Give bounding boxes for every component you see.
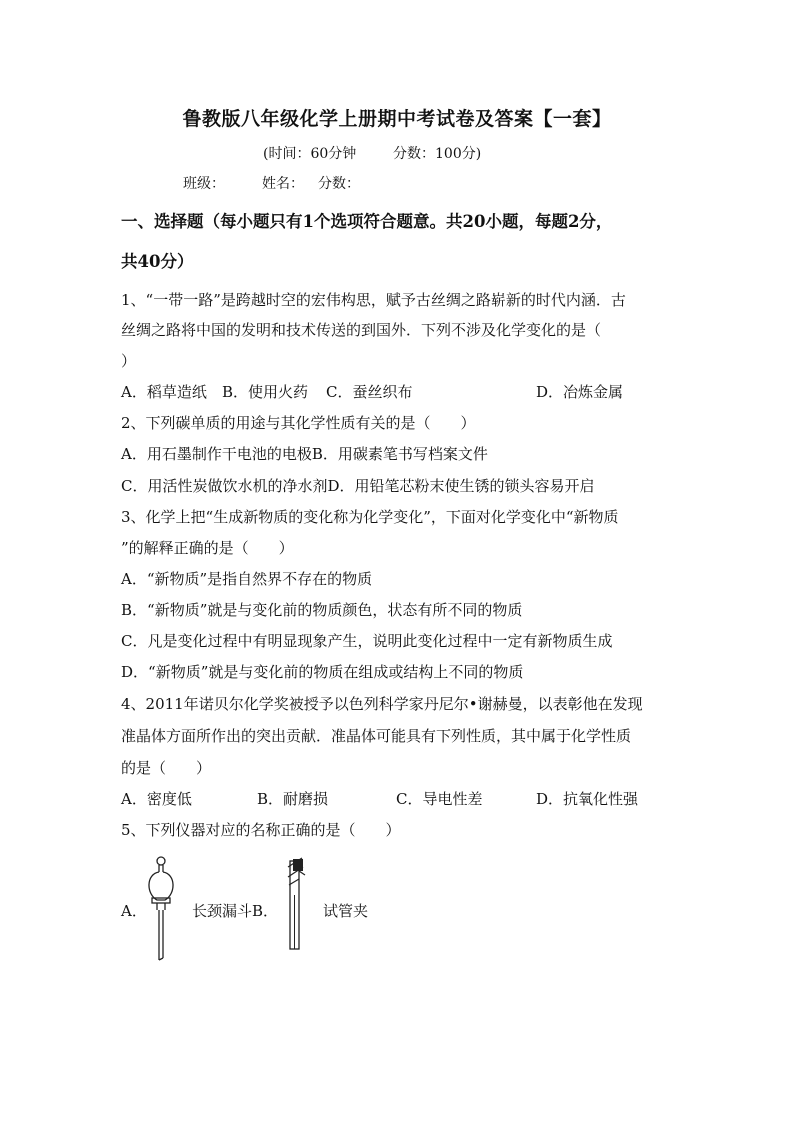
- question-3-option-c: C．凡是变化过程中有明显现象产生，说明此变化过程中一定有新物质生成: [121, 632, 613, 650]
- question-4-line-2: 准晶体方面所作出的突出贡献．准晶体可能具有下列性质，其中属于化学性质: [121, 727, 632, 745]
- exam-time: (时间：60分钟: [263, 146, 357, 162]
- question-3-option-d: D．“新物质”就是与变化前的物质在组成或结构上不同的物质: [121, 663, 524, 681]
- question-1-option-d: D．冶炼金属: [536, 383, 624, 401]
- question-5-option-b-name: 试管夹: [323, 902, 369, 920]
- question-4-line-3: 的是（ ）: [121, 759, 212, 777]
- question-2-options-cd: C．用活性炭做饮水机的净水剂D．用铅笔芯粉末使生锈的锁头容易开启: [121, 477, 595, 495]
- question-1-line-1: 1、“一带一路”是跨越时空的宏伟构思，赋予古丝绸之路崭新的时代内涵．古: [121, 291, 626, 309]
- question-3-option-b: B．“新物质”就是与变化前的物质颜色，状态有所不同的物质: [121, 601, 523, 619]
- class-label: 班级：: [183, 176, 225, 192]
- question-5-option-a-letter: A．: [121, 902, 147, 920]
- question-1-option-a: A．稻草造纸: [121, 383, 207, 401]
- question-4-option-d: D．抗氧化性强: [536, 790, 639, 808]
- section-heading-cont: 共40分）: [121, 252, 194, 271]
- exam-total-score: 分数：100分): [393, 146, 482, 162]
- points-label: 分数：: [318, 176, 360, 192]
- question-4-option-b: B．耐磨损: [257, 790, 329, 808]
- question-3-line-1: 3、化学上把“生成新物质的变化称为化学变化”，下面对化学变化中“新物质: [121, 508, 619, 526]
- question-1-option-b: B．使用火药: [222, 383, 309, 401]
- question-1-line-3: ）: [121, 352, 137, 370]
- question-3-option-a: A．“新物质”是指自然界不存在的物质: [121, 570, 373, 588]
- question-4-option-c: C．导电性差: [396, 790, 483, 808]
- question-5-option-a-name: 长颈漏斗B．: [192, 902, 279, 920]
- question-5-stem: 5、下列仪器对应的名称正确的是（ ）: [121, 821, 401, 839]
- question-2-options-ab: A．用石墨制作干电池的电极B．用碳素笔书写档案文件: [121, 445, 488, 463]
- question-4-option-a: A．密度低: [121, 790, 192, 808]
- test-tube-clamp-icon: [283, 855, 309, 955]
- name-label: 姓名：: [262, 176, 304, 192]
- separatory-funnel-icon: [140, 850, 186, 965]
- section-heading: 一、选择题（每小题只有1个选项符合题意。共20小题，每题2分，: [121, 212, 613, 231]
- question-1-option-c: C．蚕丝织布: [326, 383, 413, 401]
- question-3-line-2: ”的解释正确的是（ ）: [121, 539, 294, 557]
- page-title: 鲁教版八年级化学上册期中考试卷及答案【一套】: [182, 108, 612, 130]
- question-1-line-2: 丝绸之路将中国的发明和技术传送的到国外．下列不涉及化学变化的是（: [121, 321, 602, 339]
- question-2-stem: 2、下列碳单质的用途与其化学性质有关的是（ ）: [121, 414, 476, 432]
- question-4-line-1: 4、2011年诺贝尔化学奖被授予以色列科学家丹尼尔•谢赫曼，以表彰他在发现: [121, 695, 643, 713]
